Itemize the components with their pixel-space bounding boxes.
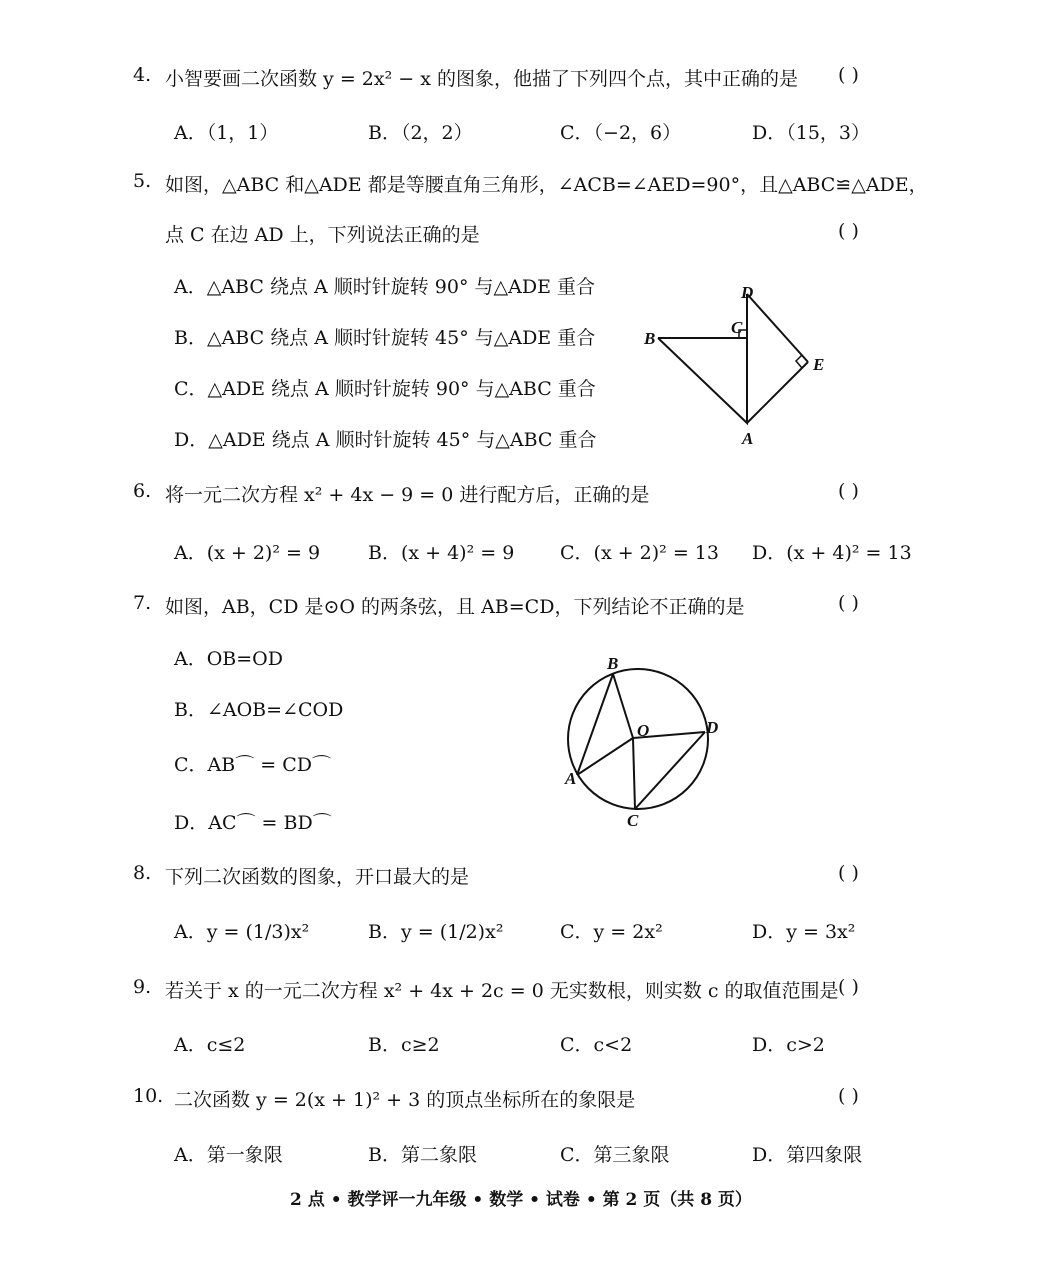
q8-option-a[interactable]: A．y = (1/3)x²	[174, 921, 310, 943]
chord-cd	[635, 732, 705, 809]
q4-option-d[interactable]: D．（15，3）	[752, 122, 870, 144]
q5-option-b[interactable]: B．△ABC 绕点 A 顺时针旋转 45° 与△ADE 重合	[174, 327, 596, 349]
triangle-abc	[658, 338, 747, 423]
q5-option-c[interactable]: C．△ADE 绕点 A 顺时针旋转 90° 与△ABC 重合	[174, 378, 596, 400]
q7-circle-figure	[555, 652, 735, 832]
page-footer: 2 点 • 教学评一九年级 • 数学 • 试卷 • 第 2 页（共 8 页）	[290, 1190, 752, 1210]
label-d: D	[706, 718, 719, 737]
q5-answer-paren[interactable]: ( )	[838, 220, 859, 242]
q6-option-a[interactable]: A．(x + 2)² = 9	[174, 542, 321, 564]
q6-option-c[interactable]: C．(x + 2)² = 13	[560, 542, 719, 564]
q9-option-c[interactable]: C．c<2	[560, 1034, 633, 1056]
q7-option-b[interactable]: B．∠AOB=∠COD	[174, 699, 344, 721]
q8-answer-paren[interactable]: ( )	[838, 862, 859, 884]
label-c: C	[627, 811, 639, 830]
q7-number: 7.	[133, 592, 152, 614]
q10-option-d[interactable]: D．第四象限	[752, 1144, 863, 1166]
radius-oa	[577, 738, 633, 775]
q5-option-a[interactable]: A．△ABC 绕点 A 顺时针旋转 90° 与△ADE 重合	[174, 276, 595, 298]
q6-answer-paren[interactable]: ( )	[838, 480, 859, 502]
q6-option-b[interactable]: B．(x + 4)² = 9	[368, 542, 515, 564]
q8-stem: 下列二次函数的图象，开口最大的是	[165, 866, 470, 888]
chord-ab	[577, 674, 613, 775]
q9-stem: 若关于 x 的一元二次方程 x² + 4x + 2c = 0 无实数根，则实数 c 的取值范围是	[165, 980, 839, 1002]
q4-option-c[interactable]: C．（−2，6）	[560, 122, 682, 144]
q10-answer-paren[interactable]: ( )	[838, 1085, 859, 1107]
q8-number: 8.	[133, 862, 152, 884]
q5-stem: 如图，△ABC 和△ADE 都是等腰直角三角形，∠ACB=∠AED=90°，且△ABC≌△ADE，	[165, 174, 928, 196]
q6-number: 6.	[133, 480, 152, 502]
radius-oc	[633, 738, 635, 809]
q9-option-a[interactable]: A．c≤2	[174, 1034, 246, 1056]
q5-number: 5.	[133, 170, 152, 192]
q10-option-b[interactable]: B．第二象限	[368, 1144, 477, 1166]
q7-answer-paren[interactable]: ( )	[838, 592, 859, 614]
q5-stem-line2: 点 C 在边 AD 上，下列说法正确的是	[165, 224, 480, 246]
q10-option-a[interactable]: A．第一象限	[174, 1144, 283, 1166]
q8-option-d[interactable]: D．y = 3x²	[752, 921, 856, 943]
q5-triangle-figure	[630, 278, 850, 450]
q4-option-a[interactable]: A．（1，1）	[174, 122, 279, 144]
q4-stem: 小智要画二次函数 y = 2x² − x 的图象，他描了下列四个点，其中正确的是	[165, 68, 798, 90]
segment-de	[747, 294, 808, 362]
label-b: B	[644, 329, 656, 348]
q9-number: 9.	[133, 976, 152, 998]
q4-number: 4.	[133, 64, 152, 86]
q10-number: 10.	[133, 1085, 164, 1107]
q9-option-b[interactable]: B．c≥2	[368, 1034, 440, 1056]
radius-ob	[613, 674, 633, 738]
q5-option-d[interactable]: D．△ADE 绕点 A 顺时针旋转 45° 与△ABC 重合	[174, 429, 597, 451]
q7-option-d[interactable]: D．AC⌒ = BD⌒	[174, 812, 332, 834]
label-c: C	[731, 318, 743, 337]
q8-option-c[interactable]: C．y = 2x²	[560, 921, 663, 943]
q8-option-b[interactable]: B．y = (1/2)x²	[368, 921, 504, 943]
q4-answer-paren[interactable]: ( )	[838, 64, 859, 86]
q7-option-a[interactable]: A．OB=OD	[174, 648, 283, 670]
label-a: A	[565, 769, 577, 788]
right-angle-e	[796, 355, 802, 368]
q5-figure-lines	[658, 294, 808, 423]
label-b: B	[607, 654, 619, 673]
q10-stem: 二次函数 y = 2(x + 1)² + 3 的顶点坐标所在的象限是	[174, 1089, 636, 1111]
q6-stem: 将一元二次方程 x² + 4x − 9 = 0 进行配方后，正确的是	[165, 484, 650, 506]
label-e: E	[813, 355, 825, 374]
q9-option-d[interactable]: D．c>2	[752, 1034, 825, 1056]
segment-ea	[747, 362, 808, 423]
label-d: D	[741, 283, 754, 302]
q10-option-c[interactable]: C．第三象限	[560, 1144, 670, 1166]
q6-option-d[interactable]: D．(x + 4)² = 13	[752, 542, 912, 564]
q7-option-c[interactable]: C．AB⌒ = CD⌒	[174, 754, 331, 776]
q9-answer-paren[interactable]: ( )	[838, 976, 859, 998]
label-a: A	[742, 429, 754, 448]
q4-option-b[interactable]: B．（2，2）	[368, 122, 473, 144]
q7-stem: 如图，AB，CD 是⊙O 的两条弦，且 AB=CD，下列结论不正确的是	[165, 596, 745, 618]
label-o: O	[637, 721, 650, 740]
